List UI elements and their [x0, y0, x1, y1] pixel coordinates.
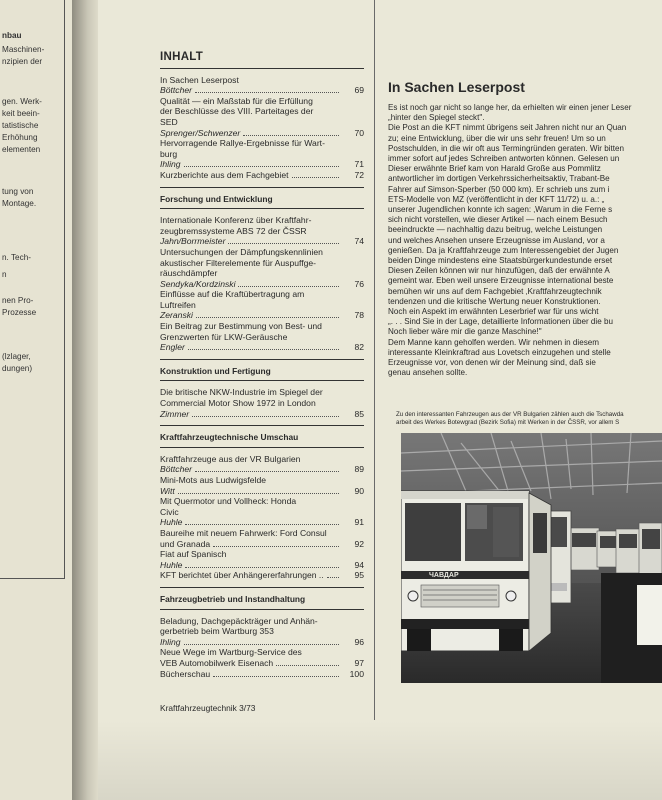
caption-line: Zu den interessanten Fahrzeugen aus der VR Bulgarien zählen auch die Tschawda — [396, 411, 624, 418]
toc-page-number: 85 — [354, 408, 364, 419]
toc-entry[interactable] — [160, 215, 364, 247]
article-body — [388, 103, 662, 385]
article-line: bemühen wir uns auf dem Fachgebiet ‚Kraftfahrzeugtechnik — [388, 286, 602, 296]
page-footer: Kraftfahrzeugtechnik 3/73 — [160, 703, 256, 713]
toc-entry-author: Zeranski — [160, 310, 193, 321]
left-fragment: (lzlager, — [2, 352, 31, 361]
toc-entry-title: Ein Beitrag zur Bestimmung von Best- und — [160, 321, 322, 332]
toc-entry[interactable] — [160, 247, 364, 289]
toc-entry-author: Sendyka/Kordzinski — [160, 278, 236, 289]
toc-entry[interactable] — [160, 75, 364, 96]
article-line: unserer Jugendlichen konnte ich sagen: ‚Warum in die Ferne s — [388, 205, 613, 215]
toc-entry-title: Mini-Mots aus Ludwigsfelde — [160, 475, 267, 485]
toc-entry-title: Qualität — ein Maßstab für die Erfüllung — [160, 95, 313, 106]
toc-page-number: 91 — [354, 517, 364, 528]
article-title: In Sachen Leserpost — [388, 79, 525, 95]
toc-entry-author: Huhle — [160, 517, 183, 528]
article-line: genau ansehen sollte. — [388, 368, 468, 378]
left-fragment: nbau — [2, 31, 22, 40]
toc-entry-title: Kraftfahrzeuge aus der VR Bulgarien — [160, 453, 301, 464]
toc-entry-title: Neue Wege im Wartburg-Service des — [160, 647, 302, 658]
column-divider — [374, 0, 375, 720]
left-fragment: tatistische — [2, 121, 39, 130]
toc-page-number: 74 — [354, 236, 364, 247]
bus-factory-photo — [401, 433, 662, 683]
article-line: Fahrer auf Simson-Sperber (50 000 km). Er schrieb uns zum i — [388, 184, 610, 194]
toc-entry-author: Engler — [160, 342, 185, 353]
toc-entry-title: Einflüsse auf die Kraftübertragung am — [160, 289, 305, 300]
toc-page-number: 95 — [354, 570, 364, 581]
article-line: Dem Manne kann geholfen werden. Wir nehmen in diesem — [388, 337, 599, 347]
left-fragment: Maschinen- — [2, 45, 45, 54]
toc-page-number: 96 — [354, 636, 364, 647]
toc-entry-author: Ihling — [160, 159, 181, 170]
toc-entry-title: räuschdämpfer — [160, 268, 218, 279]
table-of-contents — [160, 52, 364, 679]
article-line: Noch lieber wäre mir die ganze Maschine!" — [388, 327, 542, 337]
toc-entry-title: und Granada — [160, 538, 211, 549]
left-fragment: Prozesse — [2, 308, 37, 317]
article-line: „. . . Sind Sie in der Lage, detaillierte Informationen über die bu — [388, 317, 613, 327]
toc-entry[interactable] — [160, 454, 364, 475]
toc-entry[interactable] — [160, 549, 364, 570]
article-line: tendenzen und die kritische Wertung neuer Konstruktionen. — [388, 296, 601, 306]
bus-brand-lettering: ЧАВДАР — [429, 572, 459, 579]
toc-entry[interactable] — [160, 570, 364, 581]
toc-page-number: 69 — [354, 85, 364, 96]
toc-entry-title: Beladung, Dachgepäckträger und Anhän- — [160, 615, 318, 626]
toc-entry-author: Huhle — [160, 559, 183, 570]
toc-entry-title: Hervorragende Rallye-Ergebnisse für Wart- — [160, 138, 325, 149]
article-line: ETS-Modelle von MZ (veröffentlicht in der KFT 11/72) u. a.: „ — [388, 194, 605, 204]
toc-entry-author: Böttcher — [160, 464, 193, 475]
article-line: „hinter den Spiegel steckt". — [388, 113, 485, 123]
toc-entry[interactable] — [160, 170, 364, 181]
toc-page-number: 78 — [354, 310, 364, 321]
article-line: antwortlicher im dortigen Verkehrssicherheitsaktiv, Trabant-Be — [388, 174, 610, 184]
left-fragment: Erhöhung — [2, 133, 38, 142]
toc-section-heading: Fahrzeugbetrieb und Instandhaltung — [160, 587, 364, 610]
toc-entry-title: Fiat auf Spanisch — [160, 549, 227, 560]
toc-entry[interactable] — [160, 321, 364, 353]
toc-entry[interactable] — [160, 96, 364, 138]
toc-entry-title: In Sachen Leserpost — [160, 74, 239, 85]
article-line: beiden Dinge mindestens eine Staatsbürgerkundestunde erset — [388, 256, 613, 266]
toc-entry[interactable] — [160, 669, 364, 680]
left-fragment: elementen — [2, 145, 41, 154]
toc-entry-title: Bücherschau — [160, 668, 211, 679]
toc-entry-title: gerbetrieb beim Wartburg 353 — [160, 626, 274, 637]
toc-page-number: 70 — [354, 127, 364, 138]
toc-entry-author: Zimmer — [160, 408, 190, 419]
toc-page-number: 72 — [354, 169, 364, 180]
photo-caption — [396, 411, 662, 427]
toc-page-number: 71 — [354, 159, 364, 170]
page-gutter — [72, 0, 98, 800]
toc-entry-author: Böttcher — [160, 85, 193, 96]
toc-entry-author: Sprenger/Schwenzer — [160, 127, 241, 138]
toc-entry-title: Die britische NKW-Industrie im Spiegel der — [160, 387, 323, 398]
toc-entry-title: akustischer Filterelemente für Auspuffge- — [160, 257, 317, 268]
toc-page-number: 92 — [354, 538, 364, 549]
left-fragment: nzipien der — [2, 57, 43, 66]
toc-section-heading: Forschung und Entwicklung — [160, 187, 364, 210]
toc-entry-title: der Beschlüsse des VIII. Parteitages der — [160, 106, 314, 117]
article-line: Postschulden, in die wir oft aus Termingründen geraten. Wir bitten — [388, 143, 625, 153]
toc-entry-author: Witt — [160, 485, 175, 496]
left-page — [0, 0, 72, 800]
article-line: Noch ein Aspekt im erwähnten Leserbrief war für uns wicht — [388, 307, 599, 317]
toc-entry-title: zeugbremssysteme ABS 72 der ČSSR — [160, 225, 307, 236]
article-line: Die Post an die KFT nimmt übrigens seit Jahren nicht nur an Quan — [388, 123, 627, 133]
toc-page-number: 76 — [354, 278, 364, 289]
toc-page-number: 89 — [354, 464, 364, 475]
toc-section-heading: Konstruktion und Fertigung — [160, 359, 364, 382]
toc-entry-title: Kurzberichte aus dem Fachgebiet — [160, 169, 289, 180]
toc-page-number: 100 — [349, 668, 364, 679]
article-line: Erzeugnisse vor, von denen wir der Meinung sind, daß sie — [388, 358, 596, 368]
toc-entry[interactable] — [160, 289, 364, 321]
article-line: gemeint war. Eben weil unsere Erzeugnisse international beste — [388, 276, 614, 286]
toc-entry-title: Grenzwerten für LKW-Geräusche — [160, 331, 288, 342]
toc-entry-title: Luftreifen — [160, 299, 196, 310]
article-line: und welches Ansehen unsere Erzeugnisse im Ausland, vor a — [388, 235, 605, 245]
caption-line: arbeit des Werkes Botewgrad (Bezirk Sofia) mit Werken in der ČSSR, vor allem S — [396, 419, 620, 426]
toc-entry-author: Jahn/Borrmeister — [160, 236, 226, 247]
left-fragment: n. Tech- — [2, 253, 31, 262]
article-line: Diesen Zeilen können wir nur hinzufügen, daß der erwähnte A — [388, 266, 610, 276]
toc-entry-title: Internationale Konferenz über Kraftfahr- — [160, 215, 312, 226]
toc-entry[interactable] — [160, 528, 364, 549]
page-shadow — [98, 720, 662, 800]
toc-page-number: 90 — [354, 485, 364, 496]
article-line: genießen. Da ja Kraftfahrzeuge zum Interessengebiet der Jugen — [388, 245, 619, 255]
toc-entry-title: VEB Automobilwerk Eisenach — [160, 657, 274, 668]
toc-entry[interactable] — [160, 496, 364, 528]
toc-entry-title: Mit Quermotor und Vollheck: Honda — [160, 496, 297, 507]
toc-page-number: 82 — [354, 342, 364, 353]
toc-entry-title: Commercial Motor Show 1972 in London — [160, 398, 316, 409]
toc-entry[interactable] — [160, 138, 364, 170]
toc-page-number: 97 — [354, 657, 364, 668]
toc-entry-title: Untersuchungen der Dämpfungskennlinien — [160, 246, 323, 257]
article-line: Es ist noch gar nicht so lange her, da erhielten wir einen jener Leser — [388, 103, 632, 112]
toc-page-number: 94 — [354, 559, 364, 570]
article-line: sich nicht vorstellen, wie dieser Artikel — nach einem Besuch — [388, 215, 608, 225]
article-line: zu; eine Entwicklung, über die wir uns sehr freuen! Um so un — [388, 133, 606, 143]
article-line: Dieser erwähnte Brief kam von Harald Große aus Pommlitz — [388, 164, 601, 174]
toc-entry-author: Ihling — [160, 636, 181, 647]
left-fragment: Montage. — [2, 199, 37, 208]
left-fragment: tung von — [2, 187, 34, 196]
toc-entry-title: Baureihe mit neuem Fahrwerk: Ford Consul — [160, 527, 327, 538]
left-fragment: dungen) — [2, 364, 33, 373]
bus-photo-illustration — [401, 433, 662, 683]
article-line: beeindruckte — nachhaltig dazu beitrug, welche Leistungen — [388, 225, 603, 235]
toc-entry[interactable] — [160, 616, 364, 648]
left-fragment: keit beein- — [2, 109, 40, 118]
toc-entry-title: burg — [160, 148, 178, 159]
toc-entry-title: SED — [160, 116, 178, 127]
article-line: interessante Kleinkraftrad aus Lovetsch einzugehen und stelle — [388, 347, 611, 357]
left-fragment: n — [2, 270, 7, 279]
toc-entry[interactable] — [160, 475, 364, 496]
toc-title: INHALT — [160, 52, 364, 69]
toc-entry[interactable] — [160, 647, 364, 668]
left-page-frame — [0, 0, 65, 579]
toc-entry[interactable] — [160, 387, 364, 419]
article-line: immer sofort auf jedes Schreiben antworten können. Gelesen un — [388, 154, 620, 164]
left-fragment: nen Pro- — [2, 296, 34, 305]
toc-entry-title: KFT berichtet über Anhängererfahrungen .. — [160, 570, 324, 581]
toc-section-heading: Kraftfahrzeugtechnische Umschau — [160, 425, 364, 448]
toc-entry-title: Civic — [160, 506, 179, 517]
left-fragment: gen. Werk- — [2, 97, 42, 106]
